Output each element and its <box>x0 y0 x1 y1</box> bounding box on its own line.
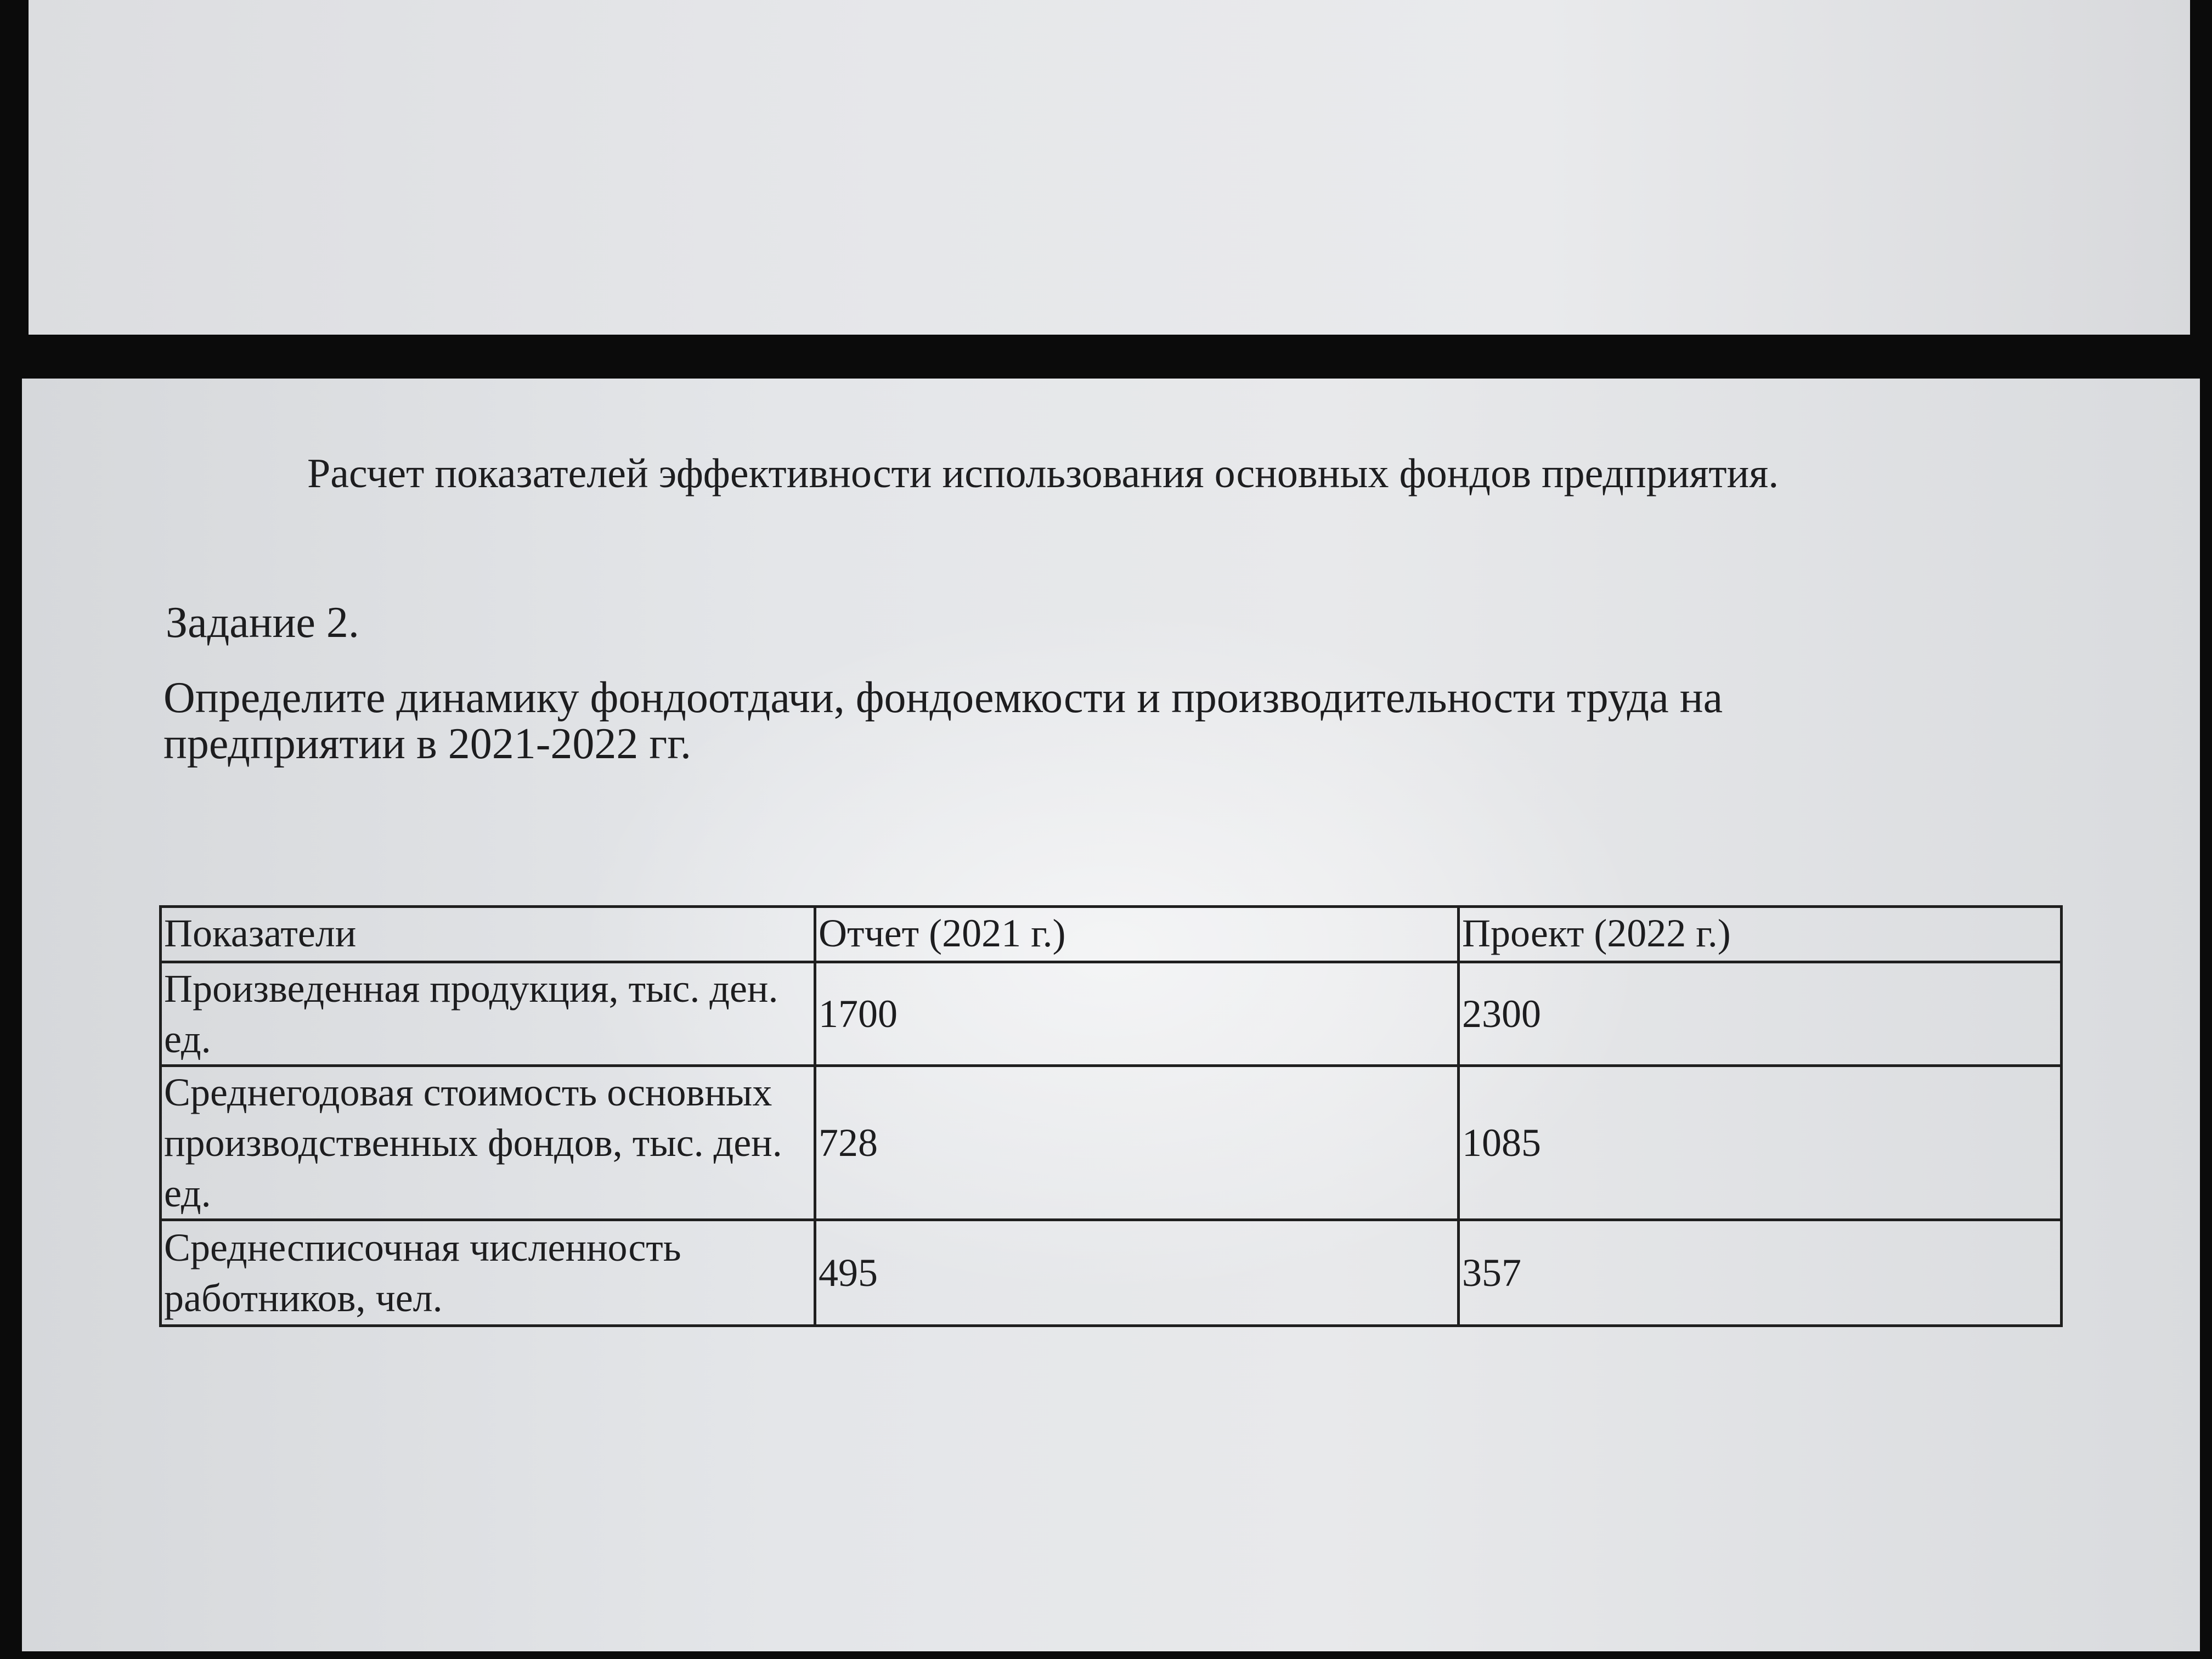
report-2021-cell: 728 <box>815 1066 1459 1220</box>
indicator-cell: Среднесписочная численность работников, чел. <box>161 1220 815 1326</box>
previous-page <box>29 0 2190 335</box>
header-report-2021: Отчет (2021 г.) <box>815 907 1459 962</box>
task-text: Определите динамику фондоотдачи, фондоемкости и производительности труда на предприятии в 2021-2022 гг. <box>163 674 1723 768</box>
page-title: Расчет показателей эффективности использования основных фондов предприятия. <box>307 450 1779 496</box>
project-2022-cell: 2300 <box>1459 962 2062 1066</box>
table-row <box>161 1220 2062 1326</box>
indicator-cell: Среднегодовая стоимость основных производственных фондов, тыс. ден. ед. <box>161 1066 815 1220</box>
header-project-2022: Проект (2022 г.) <box>1459 907 2062 962</box>
header-indicators: Показатели <box>161 907 815 962</box>
table-row <box>161 1066 2062 1220</box>
task-label: Задание 2. <box>166 599 359 647</box>
table-row <box>161 962 2062 1066</box>
table-header-row <box>161 907 2062 962</box>
document-page <box>22 379 2200 1651</box>
indicator-cell: Произведенная продукция, тыс. ден. ед. <box>161 962 815 1066</box>
report-2021-cell: 1700 <box>815 962 1459 1066</box>
report-2021-cell: 495 <box>815 1220 1459 1326</box>
indicators-table <box>159 905 2063 1327</box>
project-2022-cell: 357 <box>1459 1220 2062 1326</box>
project-2022-cell: 1085 <box>1459 1066 2062 1220</box>
